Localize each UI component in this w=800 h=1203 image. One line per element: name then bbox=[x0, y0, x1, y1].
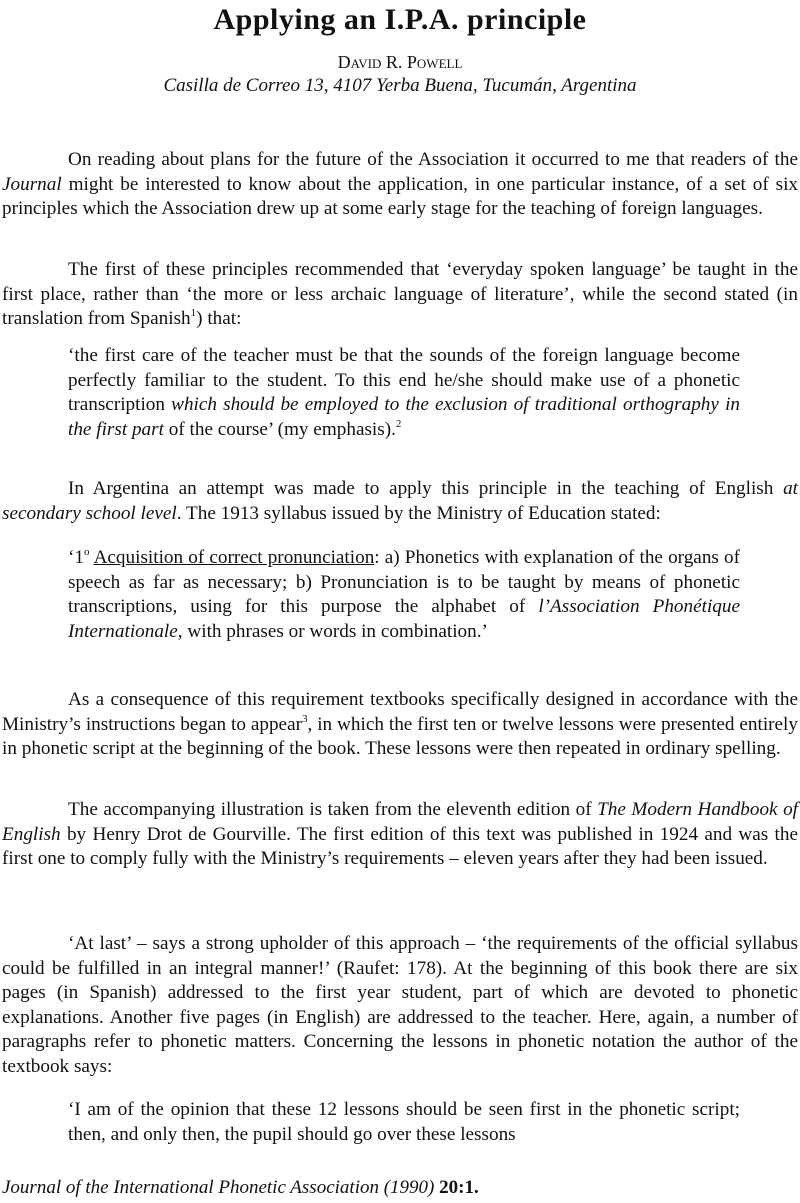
journal-emphasis: Journal bbox=[2, 173, 62, 195]
paragraph-argentina: In Argentina an attempt was made to apply this principle in the teaching of English at secondary school level. The 1913 syllabus issued by the Ministry of Education stated: bbox=[2, 478, 798, 524]
journal-footer: Journal of the International Phonetic Association (1990) 20:1. bbox=[2, 1177, 479, 1198]
underlined-heading: Acquisition of correct pronunciation bbox=[93, 547, 375, 568]
block-quote-author: ‘I am of the opinion that these 12 lessons should be seen first in the phonetic script; then, and only then, the pupil should go over these lessons bbox=[68, 1099, 740, 1145]
ordinal-indicator: o bbox=[83, 546, 90, 558]
book-title-emphasis: The Modern Handbook of English bbox=[2, 799, 798, 845]
paragraph-at-last: ‘At last’ – says a strong upholder of this approach – ‘the requirements of the official syllabus could be fulfilled in an integral manner!’ (Raufet: 178). At the beginning of this book there are six pages (in Spanish) addressed to the first year student, part of which are devoted to phonetic explanations. Another five pages (in English) are addressed to the teacher. Here, again, a number of paragraphs refer to phonetic matters. Concerning the lessons in phonetic notation the author of the textbook says: bbox=[2, 933, 798, 1077]
paragraph-intro: On reading about plans for the future of the Association it occurred to me that readers of the Journal might be interested to know about the application, in one particular instance, of a set of six principles which the Association drew up at some early stage for the teaching of foreign languages. bbox=[2, 149, 798, 219]
volume-issue: 20:1. bbox=[439, 1177, 479, 1198]
secondary-level-emphasis: at secondary school level bbox=[2, 478, 798, 524]
author-affiliation: Casilla de Correo 13, 4107 Yerba Buena, Tucumán, Argentina bbox=[163, 75, 637, 96]
quote-emphasis: which should be employed to the exclusion of traditional orthography in the first part bbox=[68, 394, 740, 440]
paragraph-principles: The first of these principles recommended that ‘everyday spoken language’ be taught in the first place, rather than ‘the more or less archaic language of literature’, while the second stated (in translation from Spanish$^1$) that: bbox=[2, 259, 798, 329]
article-title: Applying an I.P.A. principle bbox=[213, 3, 587, 36]
footnote-ref-3: 3 bbox=[301, 712, 308, 725]
ipa-name-emphasis: l’Association Phonétique Internationale bbox=[68, 596, 740, 642]
paragraph-illustration: The accompanying illustration is taken from the eleventh edition of The Modern Handbook of English by Henry Drot de Gourville. The first edition of this text was published in 1924 and was the first one to comply fully with the Ministry’s requirements – eleven years after they had been issued. bbox=[2, 799, 798, 869]
block-quote-principle: ‘the first care of the teacher must be that the sounds of the foreign language become perfectly familiar to the student. To this end he/she should make use of a phonetic transcription which should be employed to the exclusion of traditional orthography in the first part of the course’ (my emphasis).$^2$ bbox=[68, 345, 740, 440]
block-quote-syllabus: ‘1$^o$ Acquisition of correct pronunciation: a) Phonetics with explanation of the organs of speech as far as necessary; b) Pronunciation is to be taught by means of phonetic transcriptions, using for this purpose the alphabet of l’Association Phonétique Internationale, with phrases or words in combination.’ bbox=[68, 546, 740, 642]
paragraph-consequence: As a consequence of this requirement textbooks specifically designed in accordance with the Ministry’s instructions began to appear$^3$, in which the first ten or twelve lessons were presented entirely in phonetic script at the beginning of the book. These lessons were then repeated in ordinary spelling. bbox=[2, 689, 798, 759]
footnote-ref-2: 2 bbox=[395, 417, 402, 430]
author-name: David R. Powell bbox=[337, 52, 463, 72]
footnote-ref-1: 1 bbox=[190, 307, 197, 319]
